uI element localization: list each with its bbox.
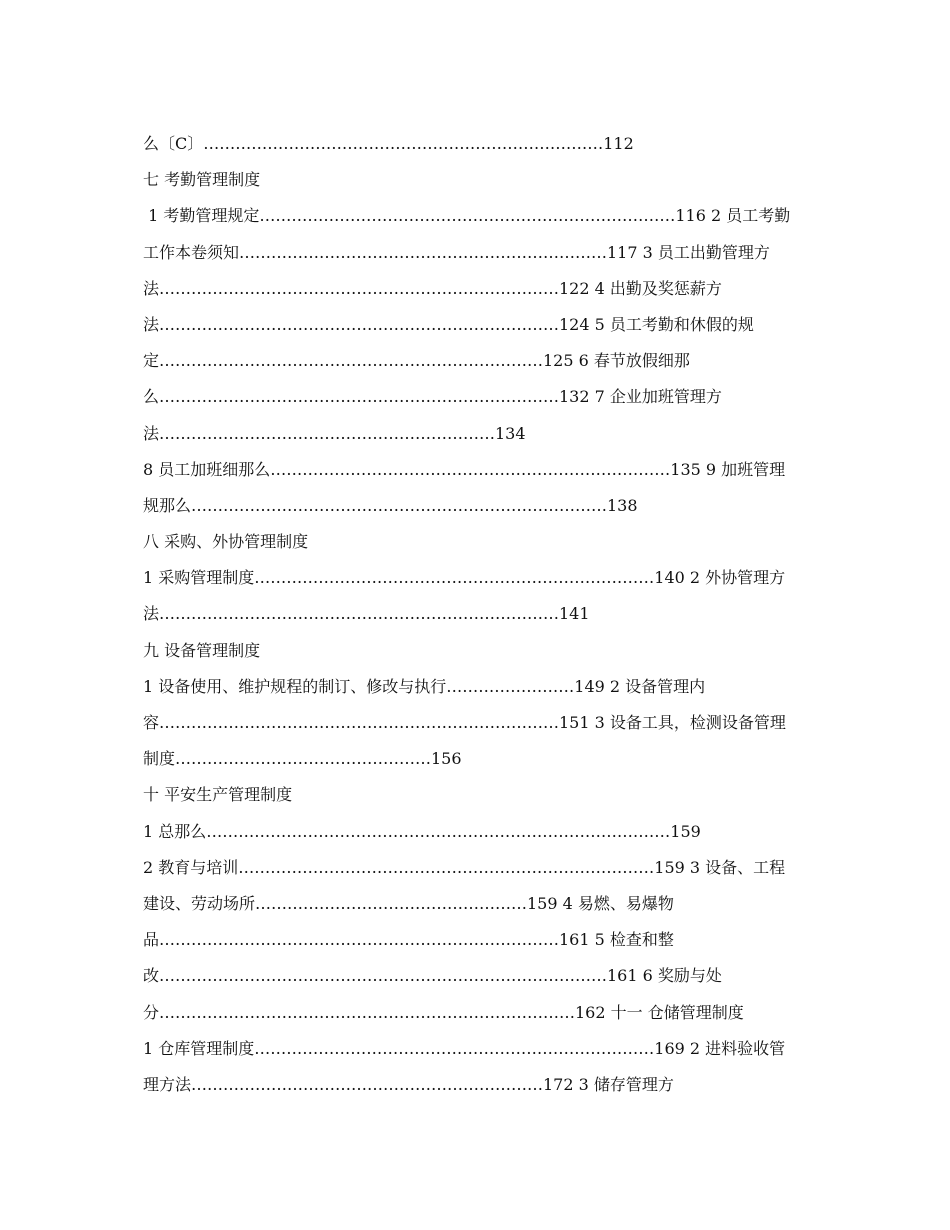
toc-line: 工作本卷须知……………………………………………………………117 3 员工出勤管理方 <box>143 242 770 262</box>
toc-line: 法………………………………………………………134 <box>143 423 526 443</box>
toc-line: 改…………………………………………………………………………161 6 奖励与处 <box>143 966 722 986</box>
toc-line: 规那么……………………………………………………………………138 <box>143 495 638 515</box>
toc-section-heading: 八 采购、外协管理制度 <box>143 532 309 552</box>
toc-line: 品…………………………………………………………………161 5 检查和整 <box>143 930 674 950</box>
toc-line: 分……………………………………………………………………162 十一 仓储管理制度 <box>143 1002 744 1022</box>
toc-section-heading: 十 平安生产管理制度 <box>143 785 293 805</box>
toc-line: 1 仓库管理制度…………………………………………………………………169 2 进料验收管 <box>143 1038 786 1058</box>
toc-line: 定………………………………………………………………125 6 春节放假细那 <box>143 351 690 371</box>
toc-line: 法…………………………………………………………………122 4 出勤及奖惩薪方 <box>143 278 722 298</box>
toc-line: 1 设备使用、维护规程的制订、修改与执行……………………149 2 设备管理内 <box>143 676 706 696</box>
toc-section-heading: 九 设备管理制度 <box>143 640 261 660</box>
toc-line: 么…………………………………………………………………132 7 企业加班管理方 <box>143 387 722 407</box>
toc-line: 法…………………………………………………………………124 5 员工考勤和休假的规 <box>143 314 754 334</box>
toc-line: 建设、劳动场所……………………………………………159 4 易燃、易爆物 <box>143 893 674 913</box>
toc-section-heading: 七 考勤管理制度 <box>143 170 261 190</box>
toc-line: 制度…………………………………………156 <box>143 749 462 769</box>
toc-line: 么〔C〕…………………………………………………………………112 <box>143 134 634 153</box>
toc-line: 理方法…………………………………………………………172 3 储存管理方 <box>143 1074 674 1094</box>
toc-line: 2 教育与培训……………………………………………………………………159 3 设备、工程 <box>143 857 786 877</box>
toc-line: 1 考勤管理规定……………………………………………………………………116 2 员工考勤 <box>143 206 791 226</box>
table-of-contents <box>143 126 823 1103</box>
toc-line: 容…………………………………………………………………151 3 设备工具，检测设备管理 <box>143 713 786 732</box>
toc-line: 法…………………………………………………………………141 <box>143 604 590 624</box>
toc-line: 8 员工加班细那么…………………………………………………………………135 9 加班管理 <box>143 459 786 479</box>
toc-line: 1 采购管理制度…………………………………………………………………140 2 外协管理方 <box>143 568 786 588</box>
toc-line: 1 总那么……………………………………………………………………………159 <box>143 821 701 841</box>
